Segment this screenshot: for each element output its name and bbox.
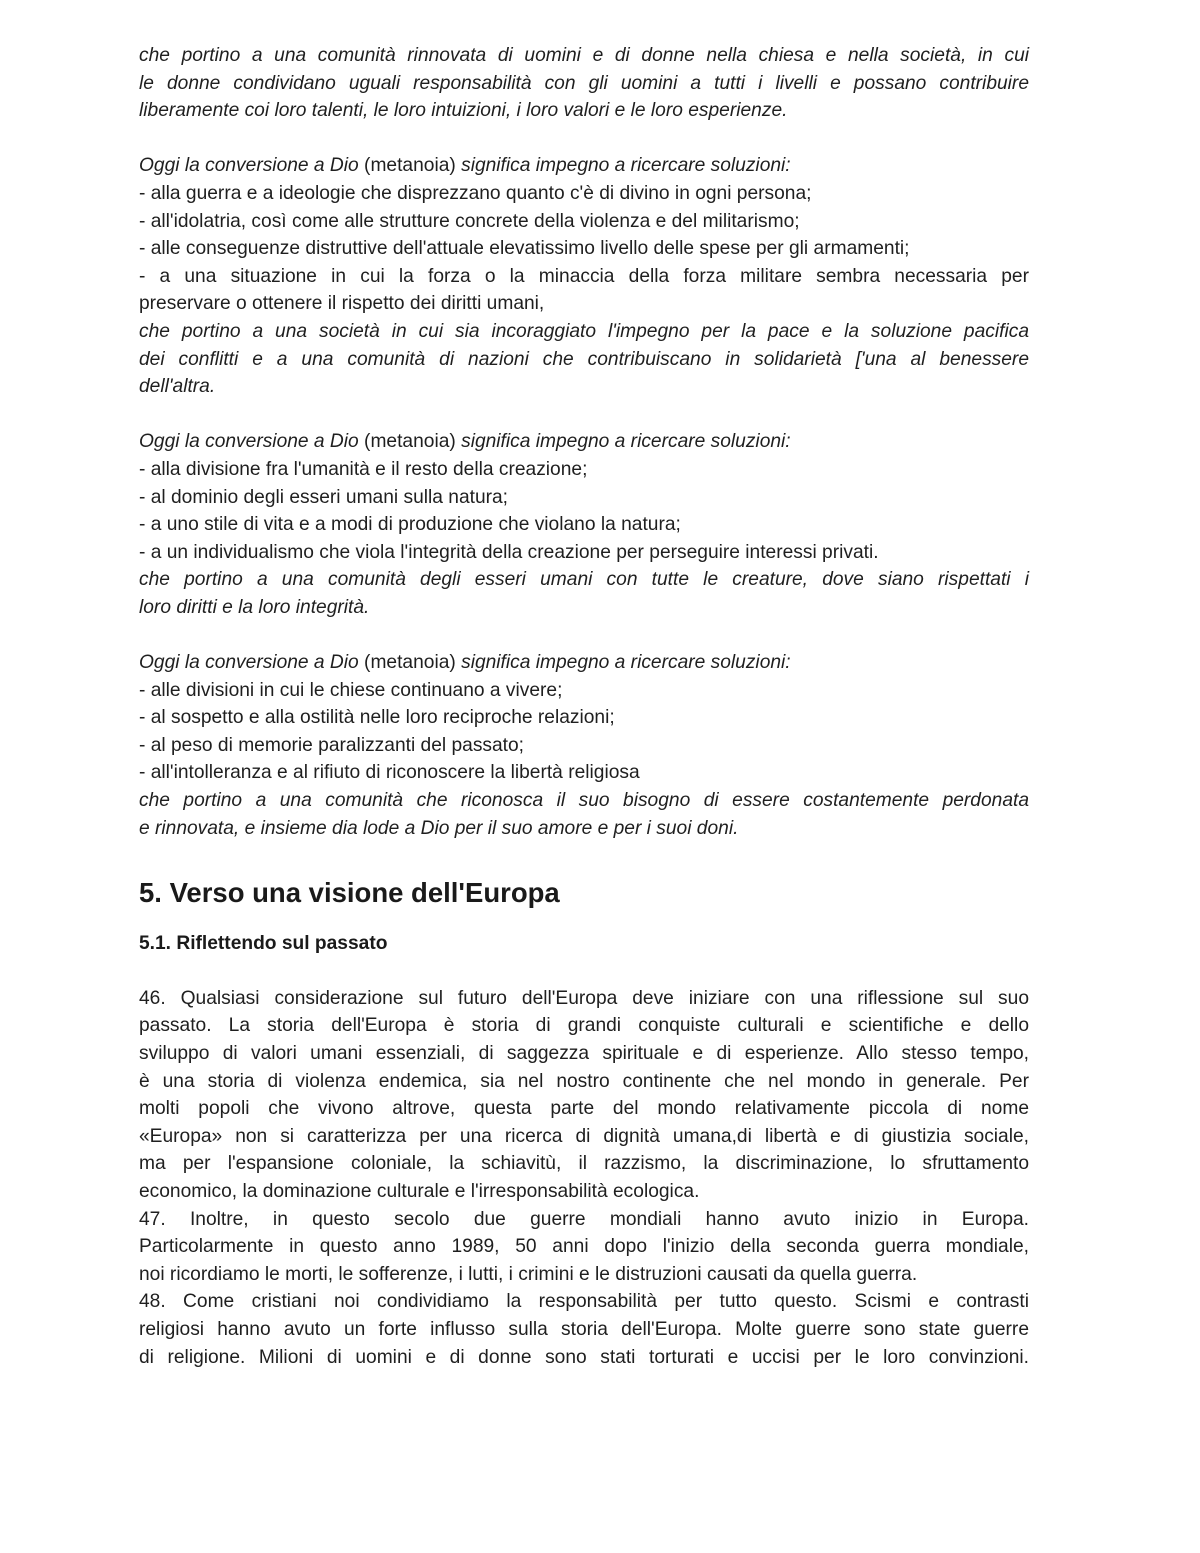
conversion-section-creation [139,428,1029,621]
body-line: sviluppo di valori umani essenziali, di saggezza spirituale e di esperienze. Allo stesso tempo, [139,1043,1029,1064]
lead-text: significa impegno a ricercare soluzioni: [461,431,791,453]
body-line: è una storia di violenza endemica, sia nel nostro continente che nel mondo in generale. Per [139,1070,1029,1092]
list-item: - a una situazione in cui la forza o la minaccia della forza militare sembra necessaria per [139,265,1029,287]
lead-text: (metanoia) [358,652,462,674]
body-line: di religione. Milioni di uomini e di donne sono stati torturati e uccisi per le loro convinzioni. [139,1346,1029,1368]
lead-text: (metanoia) [358,155,462,177]
list-item: preservare o ottenere il rispetto dei diritti umani, [139,293,545,315]
list-item: - alle conseguenze distruttive dell'attuale elevatissimo livello delle spese per gli armamenti; [139,238,910,260]
list-item: - a un individualismo che viola l'integrità della creazione per perseguire interessi privati. [139,541,879,563]
body-paragraphs [139,985,1029,1371]
list-item: - alla guerra e a ideologie che disprezzano quanto c'è di divino in ogni persona; [139,182,812,204]
conclusion-line: dei conflitti e a una comunità di nazioni che contribuiscano in solidarietà ['una al benessere [139,348,1029,370]
list-item: - alla divisione fra l'umanità e il resto della creazione; [139,458,588,480]
conclusion-line: che portino a una comunità che riconosca il suo bisogno di essere costantemente perdonata [139,790,1029,812]
list-item: - all'intolleranza e al rifiuto di riconoscere la libertà religiosa [139,762,640,784]
conversion-section-peace [139,152,1029,400]
list-item: - al dominio degli esseri umani sulla natura; [139,486,509,508]
document-page [139,42,1029,1371]
list-item: - alle divisioni in cui le chiese continuano a vivere; [139,679,563,701]
section-lead [139,152,1029,180]
lead-text: significa impegno a ricercare soluzioni: [461,155,791,177]
list-item: - a uno stile di vita e a modi di produzione che violano la natura; [139,514,681,536]
body-line: 48. Come cristiani noi condividiamo la responsabilità per tutto questo. Scismi e contrasti [139,1291,1029,1313]
body-line: religiosi hanno avuto un forte influsso sulla storia dell'Europa. Molte guerre sono state guerre [139,1318,1029,1340]
text-line: le donne condividano uguali responsabilità con gli uomini a tutti i livelli e possano contribuire [139,72,1029,94]
conclusion-line: e rinnovata, e insieme dia lode a Dio per il suo amore e per i suoi doni. [139,817,739,839]
lead-text: significa impegno a ricercare soluzioni: [461,652,791,674]
lead-text: Oggi la conversione a Dio [139,155,359,177]
section-heading: 5. Verso una visione dell'Europa [139,877,560,909]
list-item: - al sospetto e alla ostilità nelle loro reciproche relazioni; [139,707,615,729]
body-line: economico, la dominazione culturale e l'irresponsabilità ecologica. [139,1180,700,1202]
list-item: - all'idolatria, così come alle strutture concrete della violenza e del militarismo; [139,210,800,232]
text-line: liberamente coi loro talenti, le loro intuizioni, i loro valori e le loro esperienze. [139,100,788,122]
text-line: che portino a una comunità rinnovata di uomini e di donne nella chiesa e nella società, in cui [139,45,1029,66]
body-line: noi ricordiamo le morti, le sofferenze, i lutti, i crimini e le distruzioni causati da quella guerra. [139,1263,918,1285]
subsection-heading: 5.1. Riflettendo sul passato [139,933,388,955]
section-lead [139,428,1029,456]
body-line: molti popoli che vivono altrove, questa parte del mondo relativamente piccola di nome [139,1098,1029,1120]
section-lead [139,649,1029,677]
body-line: Particolarmente in questo anno 1989, 50 anni dopo l'inizio della seconda guerra mondiale, [139,1236,1029,1258]
body-line: 47. Inoltre, in questo secolo due guerre mondiali hanno avuto inizio in Europa. [139,1208,1029,1230]
lead-text: Oggi la conversione a Dio [139,431,359,453]
body-line: «Europa» non si caratterizza per una ricerca di dignità umana,di libertà e di giustizia sociale, [139,1125,1029,1147]
conclusion-line: loro diritti e la loro integrità. [139,596,370,618]
body-line: ma per l'espansione coloniale, la schiavitù, il razzismo, la discriminazione, lo sfruttamento [139,1153,1029,1175]
body-line: 46. Qualsiasi considerazione sul futuro dell'Europa deve iniziare con una riflessione sul suo [139,987,1029,1009]
lead-text: (metanoia) [358,431,462,453]
conclusion-line: che portino a una società in cui sia incoraggiato l'impegno per la pace e la soluzione pacifica [139,320,1029,342]
intro-paragraph [139,42,1029,125]
lead-text: Oggi la conversione a Dio [139,652,359,674]
body-line: passato. La storia dell'Europa è storia di grandi conquiste culturali e scientifiche e dello [139,1015,1029,1037]
list-item: - al peso di memorie paralizzanti del passato; [139,734,525,756]
conversion-section-churches [139,649,1029,842]
conclusion-line: dell'altra. [139,376,216,398]
conclusion-line: che portino a una comunità degli esseri umani con tutte le creature, dove siano rispettati i [139,569,1029,591]
